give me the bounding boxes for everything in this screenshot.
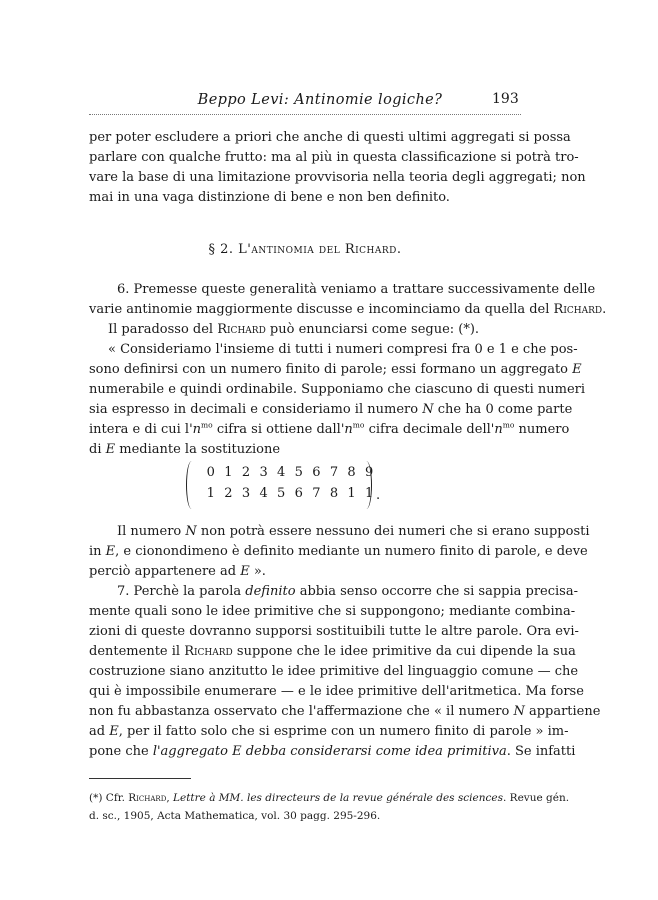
page-number: 193 xyxy=(492,91,519,107)
name-richard: Richard xyxy=(553,302,603,317)
section-title: L'antinomia del Richard. xyxy=(238,242,402,257)
text-line: di E mediante la sostituzione xyxy=(89,442,281,457)
text-line: in E, e cionondimeno è definito mediante un numero finito di parole, e deve xyxy=(89,544,588,559)
symbol-n: n xyxy=(494,422,503,437)
matrix-cell: 7 xyxy=(329,465,339,480)
left-parenthesis xyxy=(186,461,197,509)
matrix-cell: 0 xyxy=(206,465,215,480)
matrix-cell: 3 xyxy=(241,486,251,501)
matrix-cell: 6 xyxy=(312,465,321,480)
matrix-cell: 1 xyxy=(206,486,215,501)
text-line: ad E, per il fatto solo che si esprime con un numero finito di parole » im- xyxy=(89,724,569,739)
matrix-cell: 9 xyxy=(365,465,374,480)
text-line: vare la base di una limitazione provvisoria nella teoria degli aggregati; non xyxy=(89,170,586,185)
text-line: sono definirsi con un numero finito di parole; essi formano un aggregato E xyxy=(89,362,582,377)
matrix-cell: 7 xyxy=(312,486,321,501)
text-line: sia espresso in decimali e consideriamo il numero N che ha 0 come parte xyxy=(89,402,573,417)
text-line: Il paradosso del Richard può enunciarsi come segue: (*). xyxy=(108,322,480,337)
symbol-E: E xyxy=(240,564,250,579)
symbol-E: E xyxy=(105,442,116,457)
matrix-cell: 4 xyxy=(259,486,268,501)
matrix-cell: 3 xyxy=(259,465,268,480)
name-richard: Richard xyxy=(184,644,233,659)
matrix-cell: 8 xyxy=(329,486,339,501)
matrix-cell: 6 xyxy=(294,486,303,501)
text-line: parlare con qualche frutto: ma al più in questa classificazione si potrà tro- xyxy=(89,150,579,165)
text-line: perciò appartenere ad E ». xyxy=(89,564,266,579)
symbol-N: N xyxy=(422,402,434,417)
matrix-cell: 5 xyxy=(277,486,286,501)
symbol-n: n xyxy=(192,422,202,437)
section-heading xyxy=(89,242,521,257)
symbol-N: N xyxy=(185,524,197,539)
symbol-E: E xyxy=(109,724,119,739)
superscript-mo: mo xyxy=(201,420,213,430)
footnote-line: (*) Cfr. Richard, Lettre à MM. les directeurs de la revue générale des sciences. Revue gén. xyxy=(89,792,570,804)
name-richard: Richard xyxy=(217,322,266,337)
matrix-bottom-row xyxy=(202,486,381,503)
text-line: zioni di queste dovranno supporsi sostituibili tutte le altre parole. Ora evi- xyxy=(89,624,579,639)
text-line: qui è impossibile enumerare — e le idee primitive dell'aritmetica. Ma forse xyxy=(89,684,584,699)
text-line: Il numero N non potrà essere nessuno dei numeri che si erano supposti xyxy=(117,524,590,539)
substitution-matrix xyxy=(186,461,426,509)
superscript-mo: mo xyxy=(352,420,365,430)
running-header-title: Beppo Levi: Antinomie logiche? xyxy=(197,92,443,108)
text-line: 7. Perchè la parola definito abbia senso occorre che si sappia precisa- xyxy=(117,584,578,599)
footnote-rule xyxy=(89,778,191,779)
header-rule xyxy=(89,114,521,115)
matrix-cell: 1 xyxy=(365,486,374,501)
text-line: « Consideriamo l'insieme di tutti i numeri compresi fra 0 e 1 e che pos- xyxy=(108,342,578,357)
matrix-top-row xyxy=(202,465,378,480)
name-richard: Richard xyxy=(128,792,167,804)
superscript-mo: mo xyxy=(502,420,515,430)
symbol-E: E xyxy=(105,544,116,559)
text-line: 6. Premesse queste generalità veniamo a trattare successivamente delle xyxy=(117,282,596,297)
text-line: mente quali sono le idee primitive che si suppongono; mediante combina- xyxy=(89,604,576,619)
text-line: numerabile e quindi ordinabile. Supponiamo che ciascuno di questi numeri xyxy=(89,382,586,397)
text-line: pone che l'aggregato E debba considerarsi come idea primitiva. Se infatti xyxy=(89,744,576,759)
matrix-cell: 1 xyxy=(224,465,233,480)
matrix-cell: 8 xyxy=(347,465,356,480)
footnote-line: d. sc., 1905, Acta Mathematica, vol. 30 pagg. 295-296. xyxy=(89,810,381,822)
text-line: costruzione siano anzitutto le idee primitive del linguaggio comune — che xyxy=(89,664,579,679)
right-parenthesis xyxy=(361,461,372,509)
symbol-n: n xyxy=(344,422,353,437)
text-line: non fu abbastanza osservato che l'affermazione che « il numero N appartiene xyxy=(89,704,601,719)
matrix-cell: 4 xyxy=(277,465,286,480)
matrix-cell: 5 xyxy=(294,465,303,480)
text-line: varie antinomie maggiormente discusse e incominciamo da quella del Richard. xyxy=(89,302,607,317)
matrix-cell: 2 xyxy=(241,465,251,480)
text-line: mai in una vaga distinzione di bene e non ben definito. xyxy=(89,190,450,205)
emph-lettre: Lettre à MM. les directeurs de la revue générale des sciences xyxy=(173,792,503,804)
matrix-cell: 1 xyxy=(347,486,356,501)
text-line: per poter escludere a priori che anche di questi ultimi aggregati si possa xyxy=(89,130,571,145)
matrix-period: . xyxy=(376,488,381,503)
emph-aggregato: l'aggregato E debba considerarsi come idea primitiva xyxy=(152,744,507,759)
emph-definito: definito xyxy=(245,584,296,599)
text-line: dentemente il Richard suppone che le idee primitive da cui dipende la sua xyxy=(89,644,576,659)
section-symbol: § 2. xyxy=(208,242,234,257)
text-line: intera e di cui $l'n^{mo}$ cifra si ottiene $dall'n^{mo}$ cifra decimale $dell'n^{mo}$ numero xyxy=(89,420,570,437)
symbol-E: E xyxy=(572,362,582,377)
matrix-cell: 2 xyxy=(224,486,233,501)
symbol-N: N xyxy=(513,704,525,719)
